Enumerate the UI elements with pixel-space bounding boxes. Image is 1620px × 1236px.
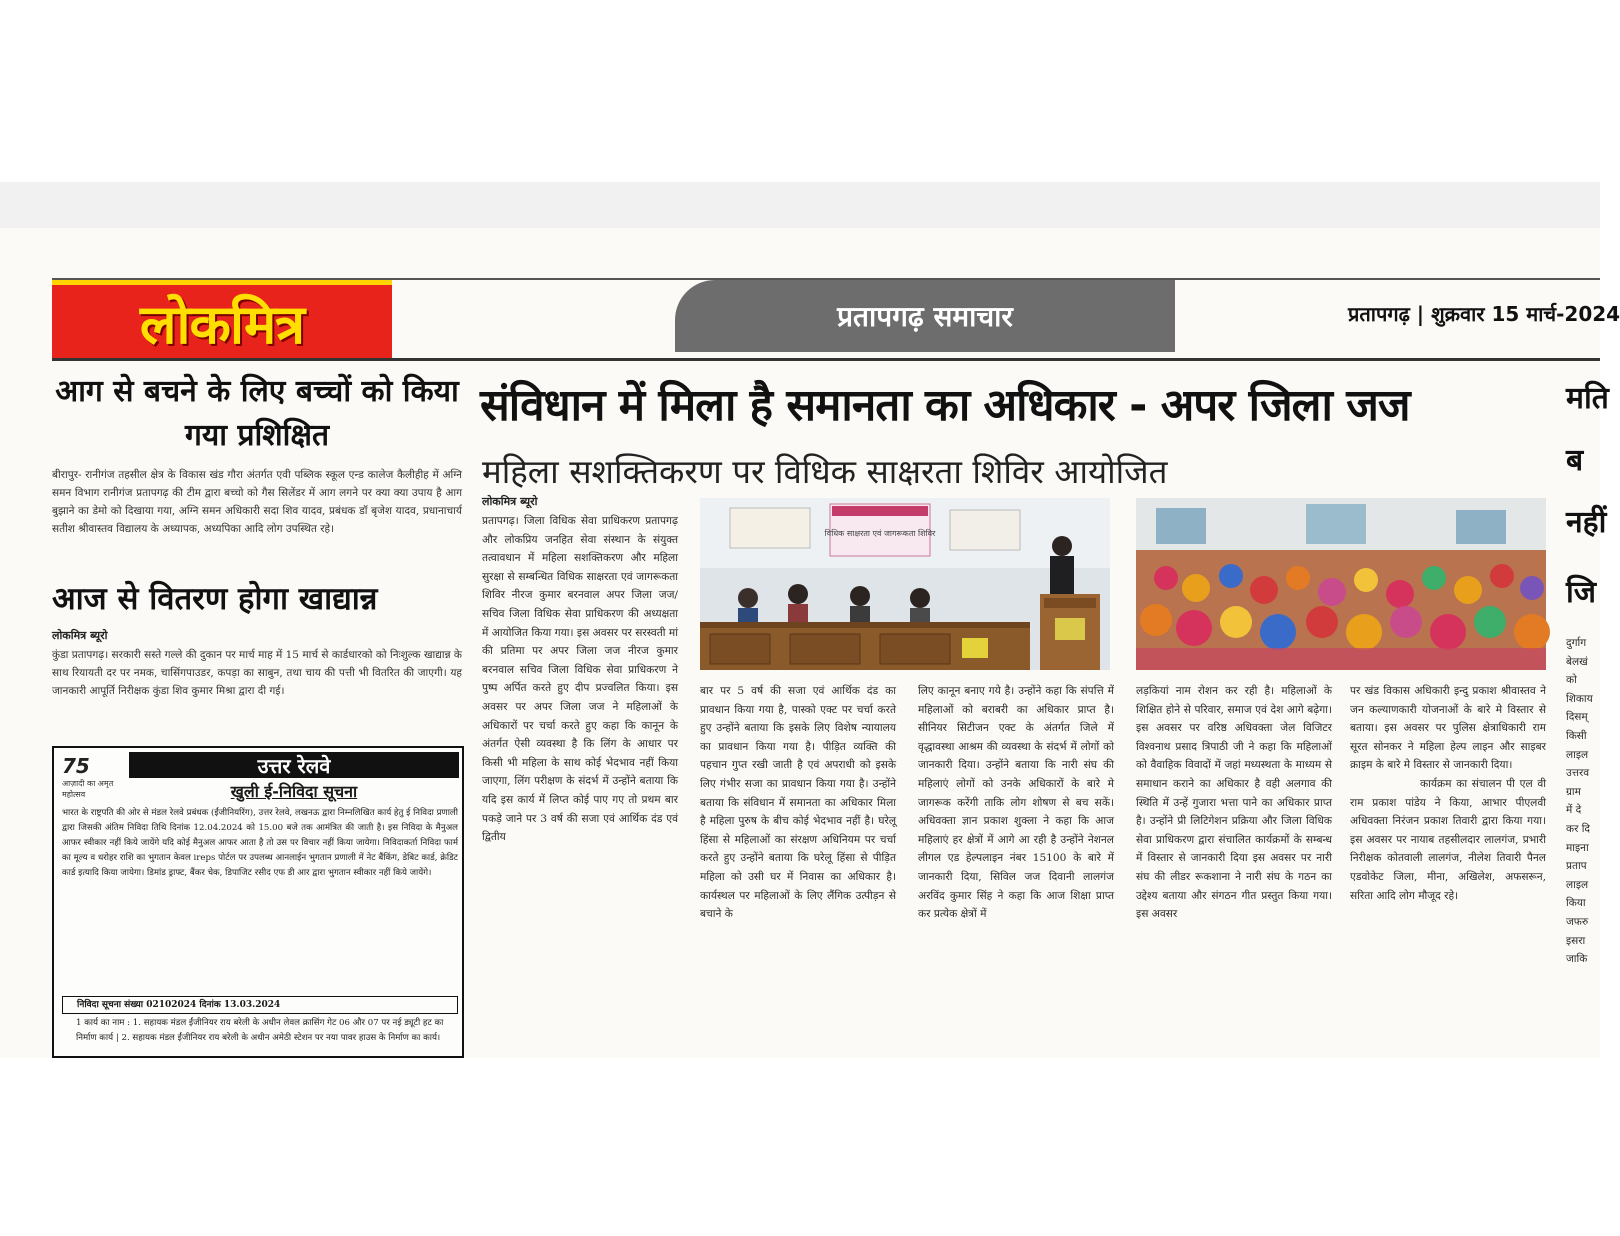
right-text-fragment: को — [1566, 674, 1577, 687]
right-text-fragment: जफरु — [1566, 915, 1589, 928]
newspaper-logo — [52, 280, 392, 358]
story2-headline: आज से वितरण होगा खाद्यान्न — [52, 581, 378, 617]
right-headline-fragment-4: जि — [1566, 575, 1597, 610]
right-text-fragment: में दे — [1566, 804, 1582, 817]
main-intro-column: प्रतापगढ़। जिला विधिक सेवा प्राधिकरण प्रतापगढ़ और लोकप्रिय जनहित सेवा संस्थान के संयुक्त तत्वावधान में महिला सशक्तिकरण और महिला सुरक्षा से सम्बन्धित विधिक साक्षरता एवं जागरूकता शिविर नीरज कुमार बरनवाल अपर जिला जज/ सचिव जिला विधिक सेवा प्राधिकरण की अध्यक्षता में आयोजित किया गया। इस अवसर पर सरस्वती मां की प्रतिमा पर अपर जिला जज नीरज कुमार बरनवाल सचिव जिला विधिक सेवा प्राधिकरण ने पुष्प अर्पित करते हुए दीप प्रज्वलित किया। इस अवसर पर अपर जिला जज ने महिलाओं के अधिकारों पर चर्चा करते हुए कहा कि कानून के अंतर्गत ऐसी व्यवस्था है कि लिंग के आधार पर किसी भी महिला के साथ कोई भेदभाव नहीं किया जाएगा, लिंग परीक्षण के संदर्भ में उन्होंने बताया कि यदि इस कार्य में लिप्त कोई पाए गए तो प्रथम बार पकड़े जाने पर 3 वर्ष की सजा एवं आर्थिक दंड एवं द्वितीय — [482, 515, 678, 844]
column-4-part-b: कार्यक्रम का संचालन पी एल वी राम प्रकाश पांडेय ने किया, आभार पीएलवी अधिवक्ता निरंजन प्रकाश तिवारी द्वारा किया गया। इस अवसर पर नायाब तहसीलदार लालगंज, प्रभारी निरीक्षक कोतवाली लालगंज, नीलेश तिवारी पैनल एडवोकेट जिला, मीना, अखिलेश, अफसरून, सरिता आदि लोग मौजूद रहे। — [1350, 777, 1546, 902]
section-title: प्रतापगढ़ समाचार — [837, 300, 1013, 333]
main-headline: संविधान में मिला है समानता का अधिकार - अपर जिला जज — [480, 380, 1410, 431]
right-headline-fragment-2: ब — [1566, 443, 1584, 478]
right-text-fragment: किया — [1566, 897, 1586, 910]
azadi-logo: 75 आज़ादी का अमृत महोत्सव — [62, 754, 114, 799]
right-text-fragment: ग्राम — [1566, 785, 1581, 798]
event-dais-photo — [700, 498, 1110, 670]
main-byline: लोकमित्र ब्यूरो — [482, 495, 538, 508]
tender-reference: निविदा सूचना संख्या 02102024 दिनांक 13.03.2024 — [62, 996, 458, 1014]
right-text-fragment: किसी — [1566, 729, 1587, 742]
right-text-fragment: दिसम् — [1566, 711, 1588, 724]
audience-photo-illustration — [1136, 498, 1546, 670]
main-subheadline: महिला सशक्तिकरण पर विधिक साक्षरता शिविर आयोजित — [482, 452, 1168, 491]
right-text-fragment: शिकाय — [1566, 692, 1593, 705]
masthead-bottom-rule — [52, 358, 1600, 361]
main-column-4 — [1350, 682, 1546, 905]
tender-notice — [52, 746, 464, 1058]
main-column-1: बार पर 5 वर्ष की सजा एवं आर्थिक दंड का प्रावधान किया गया है, पास्को एक्ट पर चर्चा करते हुए उन्होंने बताया कि इसके लिए विशेष न्यायालय का प्रावधान किया गया है। पीड़ित व्यक्ति की पहचान गुप्त रखी जाती है एवं अपराधी को इसके लिए गंभीर सजा का प्रावधान किया गया है। उन्होंने बताया कि संविधान में समानता का अधिकार मिला है महिला पुरुष के बीच कोई भेदभाव नहीं है। घरेलू हिंसा से महिलाओं का संरक्षण अधिनियम पर चर्चा करते हुए उन्होंने बताया कि घरेलू हिंसा से पीड़ित महिला को उसी घर में निवास का अधिकार है। कार्यस्थल पर महिलाओं के लिए लैंगिक उत्पीड़न से बचाने के — [700, 685, 896, 921]
right-text-fragment: कर दि — [1566, 822, 1590, 835]
right-text-fragment: लाइल — [1566, 878, 1589, 891]
story2-body: कुंडा प्रतापगढ़। सरकारी सस्ते गल्ले की दुकान पर मार्च माह में 15 मार्च से कार्डधारको को निःशुल्क खाद्यान्न के साथ रियायती दर पर नमक, चासिंगपाउडर, कपड़ा का साबुन, तथा चाय की पत्ती भी वितरित की जाएगी। यह जानकारी आपूर्ति निरीक्षक कुंडा शिव कुमार मिश्रा द्वारा दी गई। — [52, 649, 462, 697]
right-text-fragment: माइना — [1566, 841, 1589, 854]
right-text-fragments — [1566, 634, 1600, 969]
tender-subtitle: खुली ई-निविदा सूचना — [230, 782, 358, 801]
audience-photo — [1136, 498, 1546, 670]
right-headline-fragment-1: मति — [1566, 381, 1609, 416]
main-column-3: लड़कियां नाम रोशन कर रही है। महिलाओं के शिक्षित होने से परिवार, समाज एवं देश आगे बढ़ेगा। इस अवसर पर वरिष्ठ अधिवक्ता जेल विजिटर विश्वनाथ प्रसाद त्रिपाठी जी ने कहा कि महिलाओं को वैवाहिक विवादों में जहां मध्यस्थता के माध्यम से समाधान कराने का अधिकार है वही अलगाव की स्थिति में उन्हें गुजारा भत्ता पाने का अधिकार प्राप्त है। उन्होंने प्री लिटिगेशन प्रक्रिया और जिला विधिक सेवा प्राधिकरण द्वारा संचालित कार्यक्रमों के सम्बन्ध में विस्तार से जानकारी दिया इस अवसर पर नारी संघ की लीडर रूकशाना ने नारी संघ के गठन का उद्देश्य बताया और संगठन गीत प्रस्तुत किया गया। इस अवसर — [1136, 685, 1332, 921]
dateline: प्रतापगढ़ | शुक्रवार 15 मार्च-2024 — [1348, 302, 1620, 326]
right-clipped-column — [1566, 368, 1609, 969]
tender-title: उत्तर रेलवे — [257, 753, 331, 778]
right-text-fragment: प्रताप — [1566, 860, 1587, 873]
newspaper-page — [0, 228, 1620, 1058]
main-column-2: लिए कानून बनाए गये है। उन्होंने कहा कि संपत्ति में महिलाओं को बराबरी का अधिकार प्राप्त है। सीनियर सिटीजन एक्ट के अंतर्गत जिले में वृद्धावस्था आश्रम की व्यवस्था के संदर्भ में लोगों को जानकारी दिया। उन्होंने बताया कि नारी संघ की महिलाएं लोगों को उनके अधिकारों के बारे मे जागरूक करेंगी ताकि लोग शोषण से बच सकें। अधिवक्ता ज्ञान प्रकाश शुक्ला ने कहा कि आज महिलाएं हर क्षेत्रों में आगे आ रही है उन्होंने नेशनल लीगल एड हेल्पलाइन नंबर 15100 के बारे में जानकारी दिया, सिविल जज दिवानी लालगंज अरविंद कुमार सिंह ने कहा कि आज शिक्षा प्राप्त कर प्रत्येक क्षेत्रों में — [918, 685, 1114, 921]
right-headline-fragment-3: नहीं — [1566, 505, 1607, 540]
right-text-fragment: जाकि — [1566, 953, 1588, 966]
logo-text: लोकमित्र — [139, 292, 305, 356]
column-4-part-a: पर खंड विकास अधिकारी इन्दु प्रकाश श्रीवास्तव ने जन कल्याणकारी योजनाओं के बारे मे विस्तार से बताया। इस अवसर पर पुलिस क्षेत्राधिकारी राम सूरत सोनकर ने महिला हेल्प लाइन और साइबर क्राइम के बारे मे विस्तार से जानकारी दिया। — [1350, 685, 1546, 772]
right-text-fragment: इसरा — [1566, 934, 1586, 947]
section-tab — [675, 280, 1175, 352]
top-gray-band — [0, 182, 1600, 228]
tender-body: भारत के राष्ट्रपति की ओर से मंडल रेलवे प्रबंधक (ईंजीनियरिंग), उत्तर रेलवे, लखनऊ द्वारा निम्नलिखित कार्य हेतु ई निविदा प्रणाली द्वारा जिसकी अंतिम निविदा तिथि दिनांक 12.04.2024 को 15.00 बजे तक आमंत्रित की जाती है। इस निविदा के मैनुअल आफर स्वीकार नहीं किये जायेंगे यदि कोई मैनुअल आफर आता है तो उस पर विचार नहीं किया जायेगा। निविदाकर्ता निविदा फार्म का मूल्य व धरोहर राशि का भुगतान केवल ireps पोर्टल पर उपलब्ध आनलाईन भुगतान प्रणाली में नेट बैंकिंग, डेबिट कार्ड, क्रेडिट कार्ड इत्यादि किया जायेगा। डिमांड ड्राफ्ट, बैंकर चेक, डिपाजिट रसीद एफ डी आर द्वारा भुगतान स्वीकार नहीं किये जायेंगे। — [62, 808, 458, 878]
right-text-fragment: बेलखं — [1566, 655, 1588, 668]
tender-title-bar — [129, 752, 459, 778]
right-text-fragment: उत्तरव — [1566, 767, 1590, 780]
right-text-fragment: लाइल — [1566, 748, 1589, 761]
tender-work-details: 1 कार्य का नाम : 1. सहायक मंडल ईंजीनियर राय बरेली के अधीन लेवल क्रासिंग गेट 06 और 07 पर नई ड्यूटी हट का निर्माण कार्य | 2. सहायक मंडल ईंजीनियर राय बरेली के अधीन अमेठी स्टेशन पर नया पावर हाउस के निर्माण का कार्य। — [76, 1018, 444, 1043]
story1-body: बीरापुर- रानीगंज तहसील क्षेत्र के विकास खंड गौरा अंतर्गत एवी पब्लिक स्कूल एन्ड कालेज कैलीहीह में अग्नि समन विभाग रानीगंज प्रतापगढ़ की टीम द्वारा बच्चो को गैस सिलेंडर में आग लगने पर क्या क्या उपाय है आग बुझाने का डेमो को दिखाया गया, अग्नि समन अधिकारी सदा शिव यादव, प्रबंधक डॉ बृजेश यादव, प्रधानाचार्य सतीश श्रीवास्तव विद्यालय के अध्यापक, अध्यपिका आदि लोग उपस्थित रहे। — [52, 469, 462, 535]
right-text-fragment: दुर्गाग — [1566, 637, 1587, 649]
story1-headline: आग से बचने के लिए बच्चों को किया गया प्रशिक्षित — [55, 374, 459, 453]
banner-text: विधिक साक्षरता एवं जागरूकता शिविर — [824, 529, 936, 538]
dais-photo-illustration — [700, 498, 1110, 670]
story2-byline: लोकमित्र ब्यूरो — [52, 629, 108, 642]
